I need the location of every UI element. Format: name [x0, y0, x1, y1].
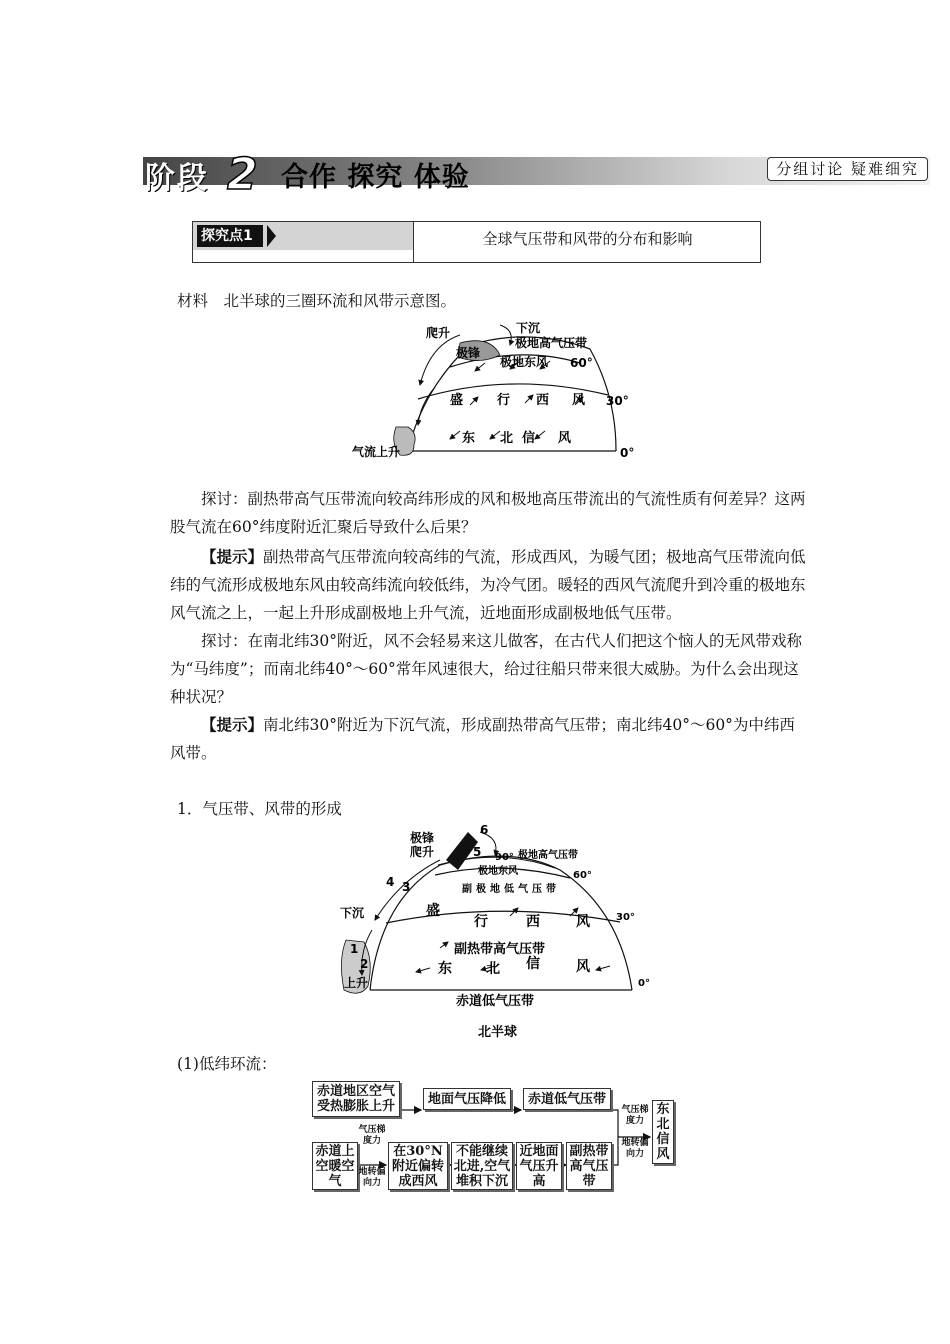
d2-climb: 爬升 [410, 845, 435, 859]
banner-tag: 分组讨论 疑难细究 [767, 157, 928, 181]
d2-caption: 北半球 [478, 1025, 518, 1040]
d2-trade-4: 风 [576, 959, 590, 975]
d1-westerly-2: 行 [497, 393, 511, 408]
discussion-2: 探讨：在南北纬30°附近，风不会轻易来这儿做客，在古代人们把这个恼人的无风带戏称为“马纬度”；而南北纬40°～60°常年风速很大，给过往船只带来很大威胁。为什么会出现这种状况？ [170, 632, 802, 706]
d2-num-1: 1 [350, 942, 359, 956]
probe-label: 探究点1 [197, 225, 263, 247]
d1-trade-1: 东 [462, 431, 476, 446]
d2-lat30: 30° [616, 912, 635, 923]
d2-polar-east: 极地东风 [478, 866, 518, 877]
d1-climb: 爬升 [426, 326, 451, 340]
d2-subpolar-2: 极 [476, 884, 486, 895]
d2-num-6: 6 [480, 823, 489, 837]
flow-force-right-2: 地转偏向力 [621, 1138, 649, 1159]
hint-2-text: 南北纬30°附近为下沉气流，形成副热带高气压带；南北纬40°～60°为中纬西风带。 [170, 716, 795, 762]
flow-box-pressure-rise: 近地面气压升高 [516, 1142, 562, 1190]
d1-rise: 气流上升 [352, 445, 401, 459]
d2-subpolar-6: 压 [532, 884, 542, 895]
d2-lat90: 90° [495, 852, 514, 863]
d2-num-5: 5 [473, 845, 482, 859]
d2-subpolar-7: 带 [546, 884, 556, 895]
d2-lat0: 0° [638, 978, 650, 989]
flow-force-top-1: 气压梯度力 [358, 1125, 386, 1146]
flow-force-right-1: 气压梯度力 [621, 1105, 649, 1126]
d2-subtropical-high: 副热带高气压带 [454, 942, 546, 957]
d2-subpolar-5: 气 [518, 884, 528, 895]
d2-polar-high: 极地高气压带 [518, 850, 578, 861]
d2-polar-front: 极锋 [410, 831, 435, 845]
d1-polar-east: 极地东风 [500, 355, 549, 369]
material-caption: 材料 北半球的三圈环流和风带示意图。 [177, 292, 457, 310]
d2-rise: 上升 [344, 976, 369, 990]
hint-1 [170, 543, 810, 627]
section-1-title: 1．气压带、风带的形成 [177, 800, 342, 818]
d2-num-2: 2 [360, 957, 369, 971]
d1-polar-front: 极锋 [456, 346, 481, 360]
flow-box-equatorial-low: 赤道低气压带 [523, 1088, 611, 1110]
banner-title: 合作 探究 体验 [281, 162, 470, 193]
d2-westerly-4: 风 [576, 914, 590, 930]
d1-lat30: 30° [606, 394, 629, 408]
d1-trade-2: 北 [500, 431, 514, 446]
d2-trade-3: 信 [526, 956, 540, 972]
d2-trade-1: 东 [438, 961, 452, 977]
stage-number: 2 [227, 149, 258, 200]
d2-subpolar-3: 地 [490, 884, 500, 895]
flow-box-pressure-drop: 地面气压降低 [423, 1088, 511, 1110]
probe-divider [413, 222, 414, 262]
flow-box-warm-air: 赤道上空暖空气 [312, 1142, 358, 1190]
discussion-1: 探讨：副热带高气压带流向较高纬形成的风和极地高压带流出的气流性质有何差异？这两股气流在60°纬度附近汇聚后导致什么后果？ [170, 490, 806, 536]
d1-westerly-4: 风 [572, 393, 586, 408]
d2-num-3: 3 [402, 880, 411, 894]
d2-trade-2: 北 [486, 961, 500, 977]
d2-num-4: 4 [386, 875, 395, 889]
probe-topic: 全球气压带和风带的分布和影响 [482, 230, 693, 248]
d1-westerly-3: 西 [536, 393, 550, 408]
d2-subpolar-4: 低 [504, 884, 514, 895]
probe-arrow-icon [267, 225, 276, 247]
hint-2-label: 【提示】 [201, 715, 264, 734]
d1-polar-high: 极地高气压带 [515, 336, 588, 350]
hint-1-label: 【提示】 [201, 547, 264, 566]
flow-box-west-deflect: 在30°N附近偏转成西风 [388, 1142, 448, 1190]
d2-westerly-1: 盛 [426, 903, 440, 919]
d2-subpolar-1: 副 [462, 884, 472, 895]
d1-trade-3: 信 [522, 431, 536, 446]
d1-trade-4: 风 [558, 431, 572, 446]
d2-lat60: 60° [573, 870, 592, 881]
d2-westerly-2: 行 [474, 914, 488, 930]
flow-box-subtropical-high: 副热带高气压带 [566, 1142, 612, 1190]
circulation-diagram-1 [340, 315, 640, 465]
d1-westerly-1: 盛 [450, 393, 464, 408]
d1-sink: 下沉 [516, 321, 541, 335]
hint-2 [170, 711, 810, 767]
flow-box-equator-rise: 赤道地区空气受热膨胀上升 [312, 1081, 400, 1117]
flow-box-result: 东北信风 [652, 1100, 674, 1164]
d1-lat0: 0° [620, 446, 635, 460]
stage-label: 阶段 [145, 161, 209, 196]
probe-box [192, 221, 761, 263]
d2-westerly-3: 西 [526, 914, 540, 930]
d2-equatorial-low: 赤道低气压带 [456, 994, 535, 1009]
flow-force-top-2: 地转偏向力 [358, 1167, 386, 1188]
circulation-diagram-2 [330, 820, 660, 1042]
d2-sink: 下沉 [340, 906, 365, 920]
d1-lat60: 60° [570, 356, 593, 370]
stage-banner [143, 149, 930, 200]
subsection-1-title: (1)低纬环流： [177, 1055, 277, 1073]
hint-1-text: 副热带高气压带流向较高纬的气流，形成西风，为暖气团；极地高气压带流向低纬的气流形成极地东风由较高纬流向较低纬，为冷气团。暖轻的西风气流爬升到冷重的极地东风气流之上，一起上升形成副极地上升气流，近地面形成副极地低气压带。 [170, 548, 806, 622]
flow-box-sink: 不能继续北进,空气堆积下沉 [451, 1142, 513, 1190]
